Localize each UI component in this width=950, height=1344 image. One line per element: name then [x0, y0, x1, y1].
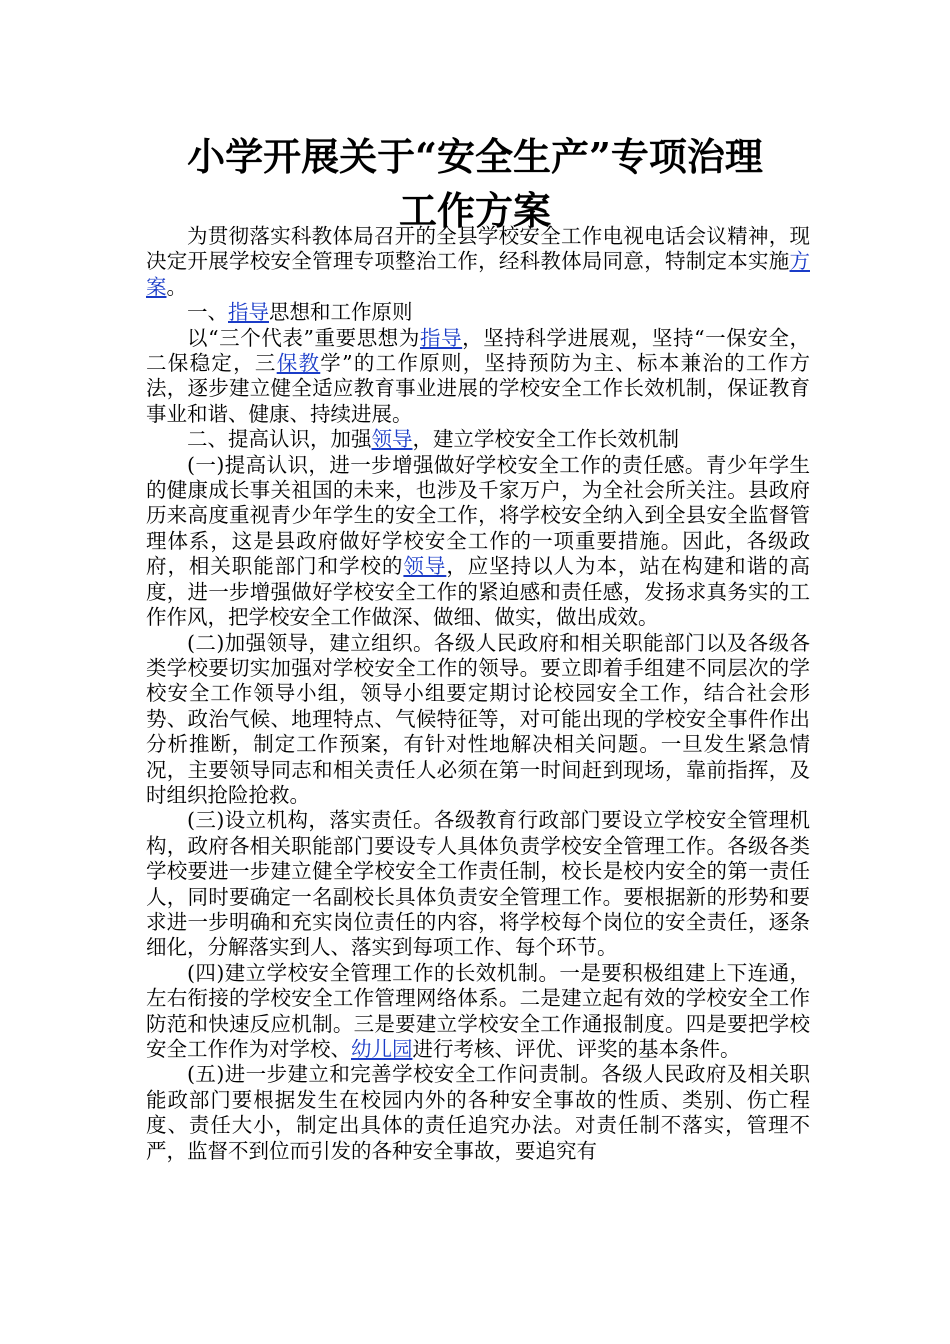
paragraph-text: 一、	[187, 300, 228, 325]
inline-link[interactable]: 指导	[228, 300, 269, 325]
paragraph-text: ，坚持科学进展观，坚持“一保安全，二保稳定，三	[146, 325, 810, 376]
paragraph-text: 为贯彻落实科教体局召开的全县学校安全工作电视电话会议精神，现决定开展学校安全管理专项整治工作，经科教体局同意，特制定本实施	[146, 224, 810, 274]
paragraph	[146, 961, 810, 1063]
paragraph	[146, 808, 810, 960]
paragraph-text: ，建立学校安全工作长效机制	[412, 427, 679, 452]
paragraph-text: ，应坚持以人为本，站在构建和谐的高度，进一步增强做好学校安全工作的紧迫感和责任感，发扬求真务实的工作作风，把学校安全工作做深、做细、做实，做出成效。	[146, 554, 811, 630]
inline-link[interactable]: 指导	[419, 325, 463, 350]
inline-link[interactable]: 保教	[276, 351, 321, 376]
paragraph-text: 进行考核、评优、评奖的基本条件。	[412, 1037, 741, 1061]
paragraph	[146, 224, 810, 300]
document-title-line-1: 小学开展关于“安全生产”专项治理	[187, 134, 763, 179]
paragraph-text: (一)提高认识，进一步增强做好学校安全工作的责任感。青少年学生的健康成长事关祖国的未来，也涉及千家万户，为全社会所关注。县政府历来高度重视青少年学生的安全工作，将学校安全纳入到全县安全监督管理体系，这是县政府做好学校安全工作的一项重要措施。因此，各级政府，相关职能部门和学校的	[146, 452, 810, 579]
paragraph-text: (二)加强领导，建立组织。各级人民政府和相关职能部门以及各级各类学校要切实加强对学校安全工作的领导。要立即着手组建不同层次的学校安全工作领导小组，领导小组要定期讨论校园安全工作，结合社会形势、政治气候、地理特点、气候特征等，对可能出现的学校安全事件作出分析推断，制定工作预案，有针对性地解决相关问题。一旦发生紧急情况，主要领导同志和相关责任人必须在第一时间赶到现场，靠前指挥，及时组织抢险抢救。	[146, 630, 810, 807]
paragraph	[146, 631, 810, 809]
paragraph-text: (五)进一步建立和完善学校安全工作问责制。各级人民政府及相关职能政部门要根据发生在校园内外的各种安全事故的性质、类别、伤亡程度、责任大小，制定出具体的责任追究办法。对责任制不落实，管理不严，监督不到位而引发的各种安全事故，要追究有	[146, 1062, 810, 1163]
inline-link[interactable]: 领导	[371, 427, 413, 452]
paragraph-text: (四)建立学校安全管理工作的长效机制。一是要积极组建上下连通，左右衔接的学校安全工作管理网络体系。二是建立起有效的学校安全工作防范和快速反应机制。三是要建立学校安全工作通报制度。四是要把学校安全工作作为对学校、	[146, 960, 810, 1061]
paragraph	[146, 453, 810, 631]
document-title-line-2: 工作方案	[398, 188, 551, 233]
paragraph	[146, 326, 810, 428]
paragraph-text: 以“三个代表”重要思想为	[187, 325, 420, 350]
paragraph-text: (三)设立机构，落实责任。各级教育行政部门要设立学校安全管理机构，政府各相关职能部门要设专人具体负责学校安全管理工作。各级各类学校要进一步建立健全学校安全工作责任制，校长是校内安全的第一责任人，同时要确定一名副校长具体负责安全管理工作。要根据新的形势和要求进一步明确和充实岗位责任的内容，将学校每个岗位的安全责任，逐条细化，分解落实到人、落实到每项工作、每个环节。	[146, 808, 810, 960]
paragraph-text: 。	[166, 274, 187, 299]
document-body	[146, 224, 810, 1164]
paragraph	[146, 300, 810, 325]
inline-link[interactable]: 幼儿园	[351, 1037, 413, 1061]
paragraph-text: 思想和工作原则	[269, 300, 413, 325]
paragraph	[146, 427, 810, 452]
paragraph	[146, 1062, 810, 1164]
paragraph-text: 学”的工作原则，坚持预防为主、标本兼治的工作方法，逐步建立健全适应教育事业进展的学校安全工作长效机制，保证教育事业和谐、健康、持续进展。	[146, 351, 811, 426]
paragraph-text: 二、提高认识，加强	[187, 427, 372, 452]
inline-link[interactable]: 方案	[146, 249, 810, 299]
inline-link[interactable]: 领导	[403, 554, 447, 579]
